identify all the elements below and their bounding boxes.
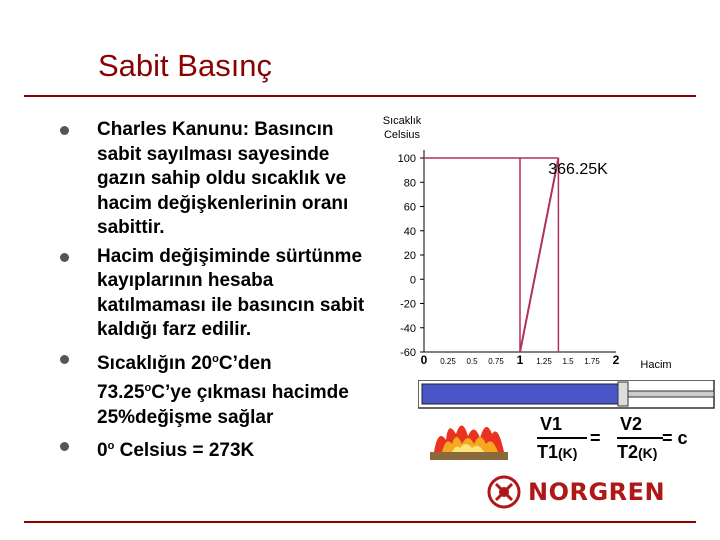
bullet-dot-icon	[60, 126, 69, 135]
y-tick-label: 80	[403, 177, 416, 190]
y-tick-label: 20	[403, 250, 416, 262]
norgren-emblem-icon	[486, 474, 522, 510]
flame-icon	[430, 414, 510, 460]
eq-fraction-line-2	[617, 437, 663, 439]
x-tick-label: 1.75	[584, 357, 600, 366]
eq-v1: V1	[540, 414, 563, 434]
y-tick-label: -40	[400, 322, 416, 335]
bullet-list	[56, 118, 366, 468]
bullet-dot-icon	[60, 355, 69, 364]
logo-wordmark: NORGREN	[528, 478, 666, 506]
x-tick-label: 1.25	[536, 357, 552, 366]
x-tick-label: 0	[420, 353, 428, 367]
x-tick-label: 1	[516, 353, 524, 367]
y-tick-label: -60	[400, 347, 416, 359]
y-tick-label: -20	[400, 298, 416, 311]
bullet-text: Charles Kanunu: Basıncın sabit sayılması sayesinde gazın sahip oldu sıcaklık ve hacim değişkenlerinin oranı sabittir.	[97, 119, 349, 238]
y-axis-label-unit: Celsius	[383, 129, 421, 141]
y-tick-label: 0	[409, 274, 416, 287]
eq-t1: T1(K)	[537, 442, 578, 462]
slide-title: Sabit Basınç	[98, 48, 273, 83]
y-tick-label: 40	[403, 225, 416, 238]
x-tick-label: 2	[612, 353, 620, 367]
footer-divider	[24, 521, 696, 523]
bullet-dot-icon	[60, 442, 69, 451]
title-divider	[24, 95, 696, 97]
eq-t2: T2(K)	[617, 442, 658, 462]
y-tick-label: 60	[403, 201, 416, 214]
y-axis-label: Sıcaklık	[382, 115, 422, 127]
bullet-friction	[56, 245, 366, 343]
eq-fraction-line-1	[537, 437, 587, 439]
x-tick-label: 1.5	[562, 357, 574, 366]
eq-equals: =	[590, 428, 601, 448]
bullet-dot-icon	[60, 253, 69, 262]
y-tick-label: 100	[397, 153, 416, 165]
bullet-charles-law	[56, 118, 366, 241]
temperature-volume-chart	[380, 108, 680, 388]
annotation-366K: 366.25K	[548, 161, 608, 178]
eq-constant: = c	[662, 428, 688, 448]
chart-svg	[380, 108, 680, 388]
series-line	[520, 158, 558, 352]
x-tick-label: 0.25	[440, 357, 456, 366]
x-axis-label: Hacim	[640, 359, 672, 371]
bullet-text: Hacim değişiminde sürtünme kayıplarının hesaba katılmaması ile basıncın sabit kaldığı farz edilir.	[97, 245, 365, 340]
x-tick-label: 0.5	[466, 357, 478, 366]
bullet-temperature-change: Sıcaklığın 20$^o$C’den 73.25$^o$C’ye çıkması hacimde 25%değişme sağlar	[56, 347, 366, 431]
x-tick-label: 0.75	[488, 357, 504, 366]
bullet-zero-celsius: 0$^o$ Celsius = 273K	[56, 434, 366, 464]
norgren-logo	[486, 472, 706, 512]
eq-v2: V2	[620, 414, 643, 434]
piston-cylinder	[418, 380, 718, 410]
bullet-text-pre: Sıcaklığın 20	[97, 352, 213, 374]
